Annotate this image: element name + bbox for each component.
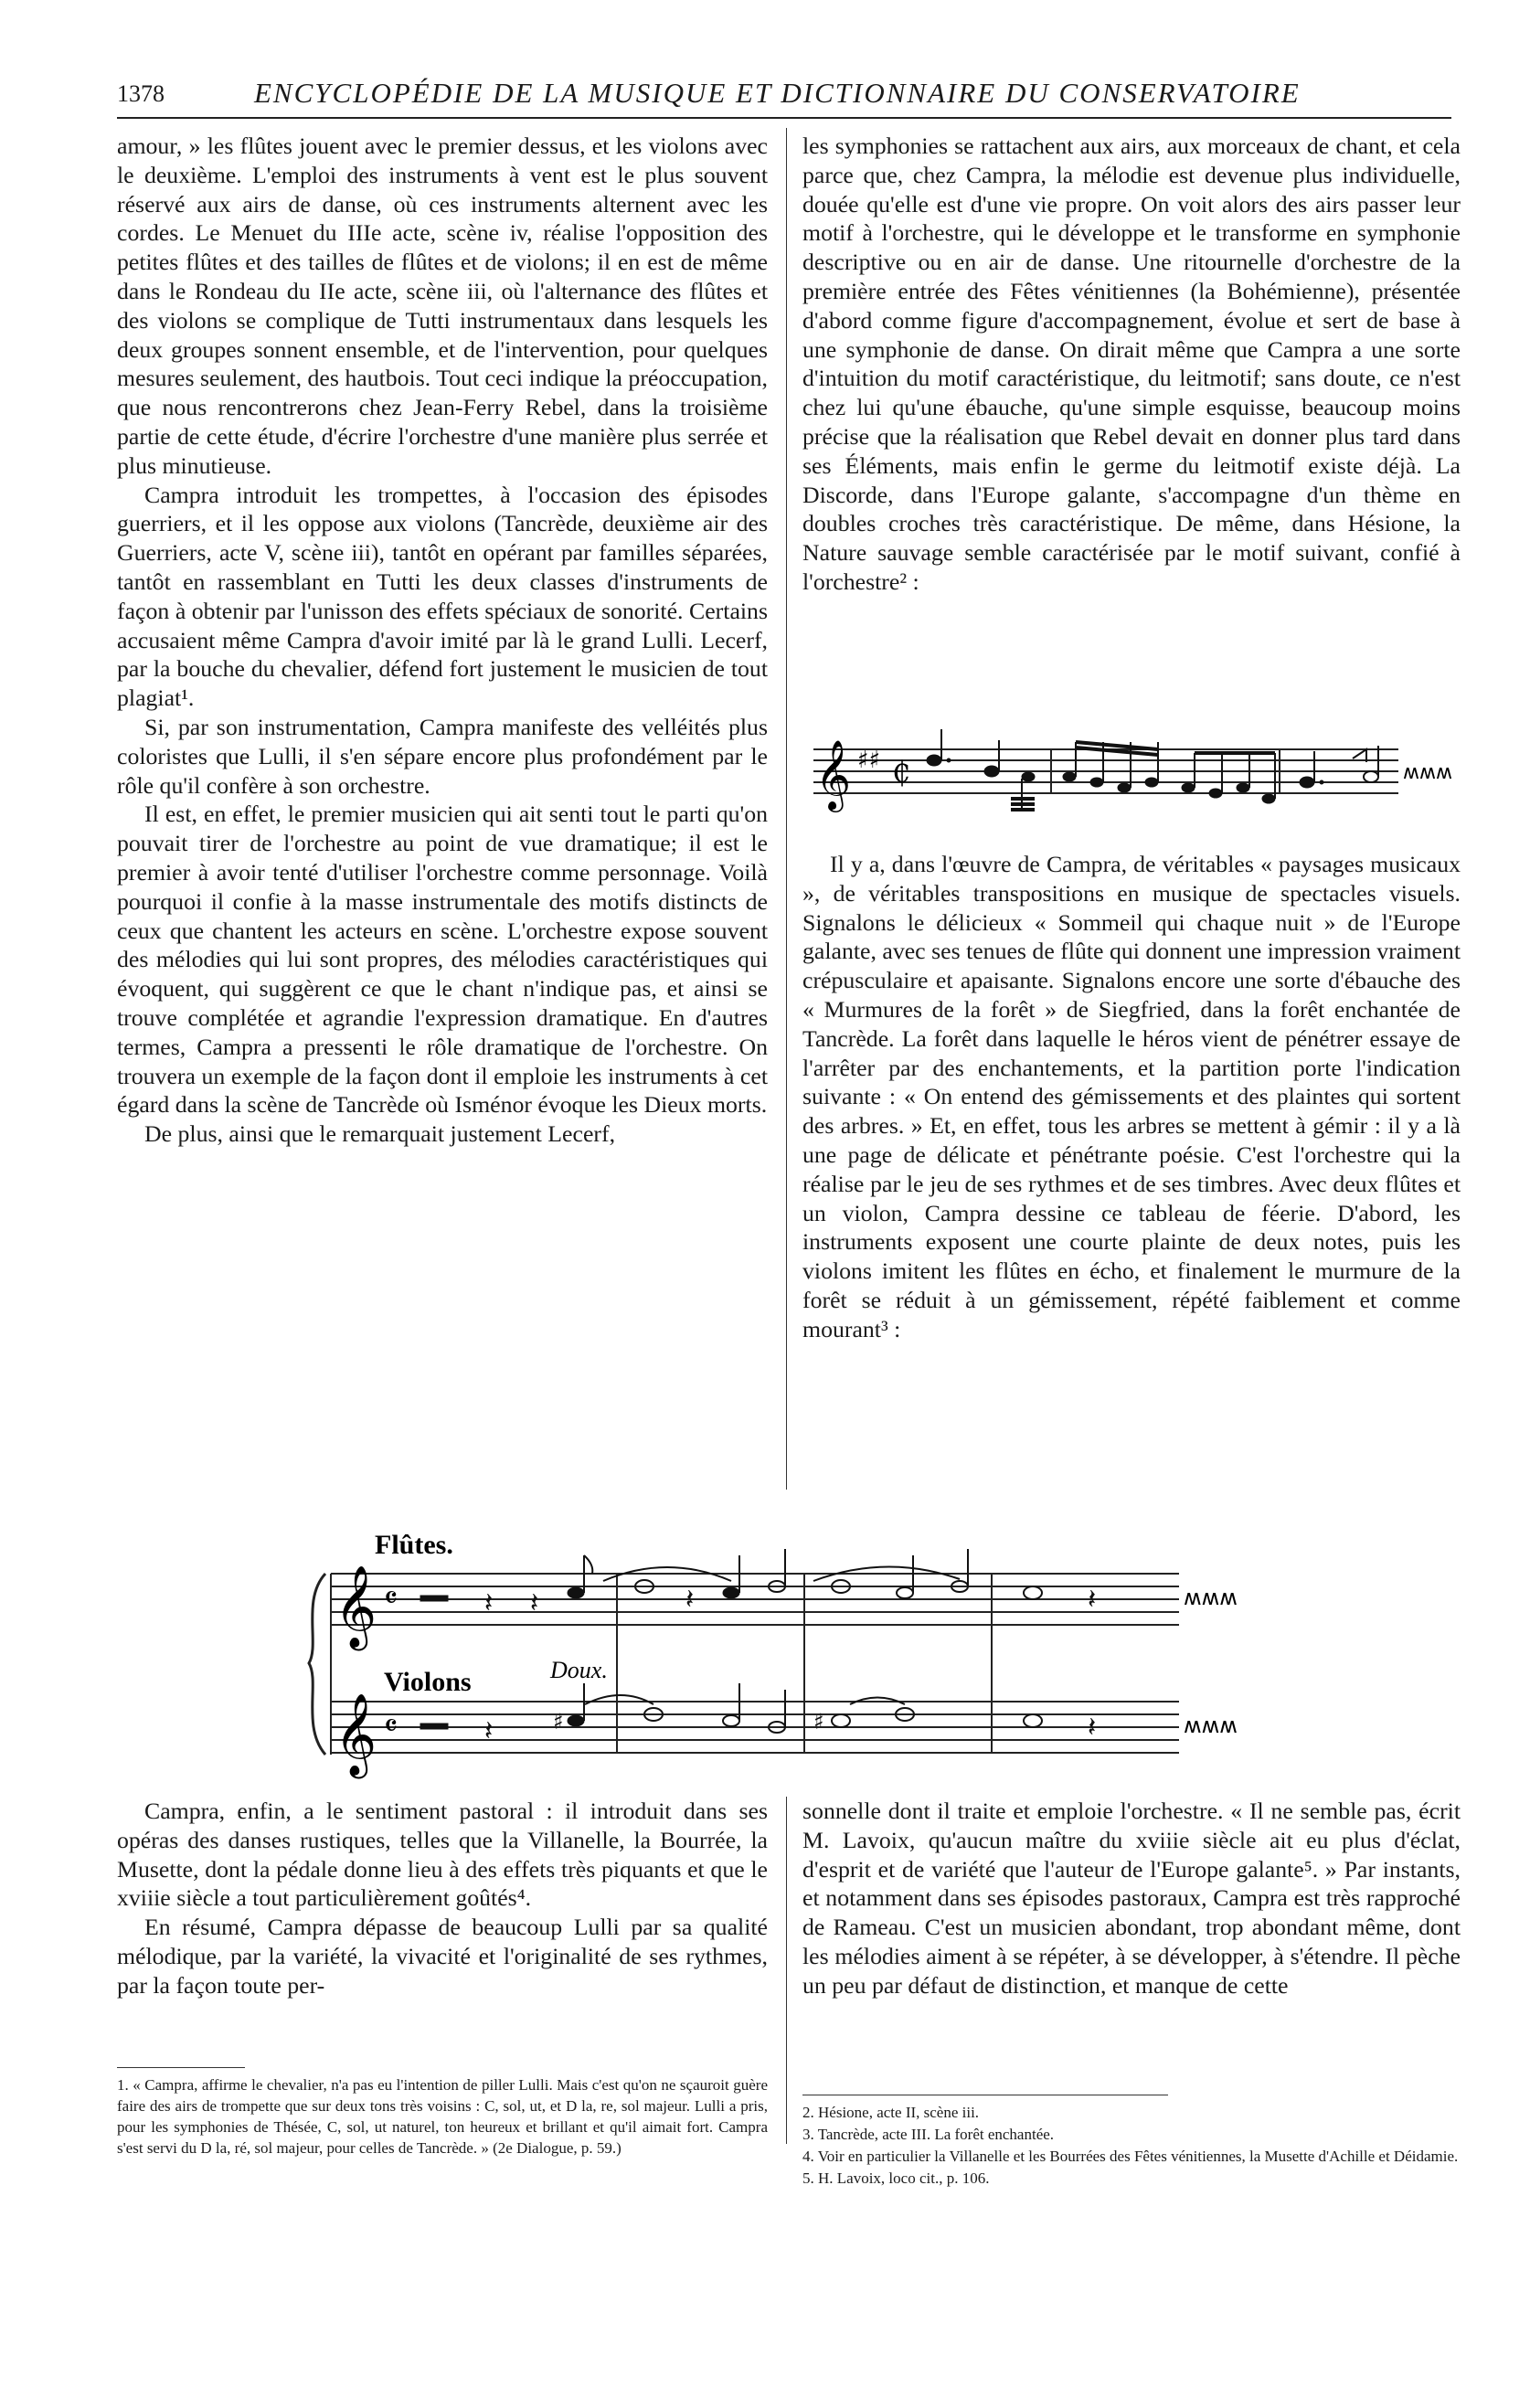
treble-clef-icon: 𝄞 <box>335 1565 377 1648</box>
footnote: 4. Voir en particulier la Villanelle et les Bourrées des Fêtes vénitiennes, la Musette d'Achille et Déidamie. <box>802 2148 1459 2165</box>
running-header <box>117 77 1451 119</box>
paragraph: Campra, enfin, a le sentiment pastoral : il introduit dans ses opéras des danses rustiques, telles que la Villanelle, la Bourrée, la Musette, dont la pédale donne lieu à des effets très piquants et que le xviiie siècle a tout particulièrement goûtés⁴. <box>117 1798 768 1912</box>
time-signature: 𝄴 <box>384 1708 398 1745</box>
music-example-hesione <box>804 722 1462 822</box>
paragraph: Si, par son instrumentation, Campra manifeste des velléités plus coloristes que Lulli, il s'en sépare encore plus profondément par le rôle qu'il confère à son orchestre. <box>117 713 768 799</box>
paragraph: Il est, en effet, le premier musicien qui ait senti tout le parti qu'on pouvait tirer de l'orchestre au point de vue dramatique; il est le premier à avoir tenté d'utiliser l'orchestre comme personnage. Voilà pourquoi il confie à la masse instrumentale des motifs distincts de ceux que chantent les acteurs en scène. L'orchestre expose souvent des mélodies qui lui sont propres, des mélodies caractéristiques qui évoquent, qui suggèrent ce que le chant n'indique pas, et ainsi se trouve complétée et agrandie l'expression dramatique. En d'autres termes, Campra a pressenti le rôle dramatique de l'orchestre. On trouvera un exemple de la façon dont il emploie les instruments à cet égard dans la scène de Tancrède où Isménor évoque les Dieux morts. <box>117 801 768 1119</box>
time-signature: ₵ <box>892 755 911 790</box>
music-example-tancrede <box>302 1517 1307 1782</box>
footnote: 1. « Campra, affirme le chevalier, n'a pas eu l'intention de piller Lulli. Mais c'est qu'on ne sçauroit guère faire des airs de trompette que sur deux tons très voisins : C, sol, ut, et D la, re, sol majeur. Lulli a pris, pour les symphonies de Thésée, C, sol, ut naturel, ton heureux et brillant et qu'il aimait fort. Campra s'est servi du D la, ré, sol majeur, pour celles de Tancrède. » (2e Dialogue, p. 59.) <box>117 2076 768 2157</box>
svg-text:𝄽: 𝄽 <box>685 1584 695 1616</box>
svg-text:𝄽: 𝄽 <box>530 1587 539 1619</box>
svg-text:𝄽: 𝄽 <box>1088 1712 1097 1744</box>
dynamic-marking: Doux. <box>550 1657 608 1683</box>
paragraph: Campra introduit les trompettes, à l'occasion des épisodes guerriers, et il les oppose aux violons (Tancrède, deuxième air des Guerriers, acte V, scène iii), tantôt en opérant par familles séparées, tantôt en rassemblant en Tutti les deux classes d'instruments de façon à obtenir par l'unisson des effets spéciaux de sonorité. Certains accusaient même Campra d'avoir imité par là le grand Lulli. Lecerf, par la bouche du chevalier, défend fort justement le musicien de tout plagiat¹. <box>117 481 768 712</box>
violons-label: Violons <box>384 1667 472 1697</box>
flutes-staff <box>331 1574 1179 1625</box>
left-column-bottom <box>117 1797 768 2000</box>
left-column <box>117 132 768 1149</box>
violons-staff <box>331 1702 1179 1753</box>
brace <box>309 1574 325 1755</box>
flutes-label: Flûtes. <box>375 1530 453 1560</box>
footnote: 3. Tancrède, acte III. La forêt enchantée. <box>802 2126 1055 2143</box>
footnote: 5. H. Lavoix, loco cit., p. 106. <box>802 2169 990 2187</box>
footnote-rule <box>117 2067 245 2068</box>
footnotes-right <box>802 2102 1461 2190</box>
squiggle-continuation: ʍʍʍ <box>1184 1713 1238 1738</box>
paragraph: amour, » les flûtes jouent avec le premier dessus, et les violons avec le deuxième. L'emploi des instruments à vent est le plus souvent réservé aux airs de danse, où ces instruments alternent avec les cordes. Le Menuet du IIIe acte, scène iv, réalise l'opposition des petites flûtes et des tailles de flûtes et de violons; il en est de même dans le Rondeau du IIe acte, scène iii, où l'alternance des flûtes et des violons se complique de Tutti instrumentaux dans lesquels les deux groupes sonnent ensemble, et de l'intervention, pour quelques mesures seulement, des hautbois. Tout ceci indique la préoccupation, que nous rencontrerons chez Jean-Ferry Rebel, dans la troisième partie de cette étude, d'écrire l'orchestre d'une manière plus serrée et plus minutieuse. <box>117 133 768 479</box>
paragraph: sonnelle dont il traite et emploie l'orchestre. « Il ne semble pas, écrit M. Lavoix, qu'aucun maître du xviiie siècle ait eu plus d'éclat, d'esprit et de variété que l'auteur de l'Europe galante⁵. » Par instants, et notamment dans ses épisodes pastoraux, Campra est très rapproché de Rameau. C'est un musicien abondant, trop abondant même, dont les mélodies aiment à se répéter, à se développer, à s'étendre. Il pèche un peu par défaut de distinction, et manque de cette <box>802 1798 1461 1999</box>
paragraph: En résumé, Campra dépasse de beaucoup Lulli par sa qualité mélodique, par la variété, la vivacité et l'originalité de ses rythmes, par la façon toute per- <box>117 1914 768 1999</box>
flute-notes <box>420 1549 1096 1619</box>
svg-text:♯: ♯ <box>813 1709 824 1734</box>
svg-text:♯: ♯ <box>553 1709 564 1734</box>
paragraph: les symphonies se rattachent aux airs, aux morceaux de chant, et cela parce que, chez Campra, la mélodie est devenue plus individuelle, douée qu'elle est d'une vie propre. On voit alors des airs passer leur motif à l'orchestre, qui le développe et le transforme en symphonie descriptive ou en air de danse. Une ritournelle d'orchestre de la première entrée des Fêtes vénitiennes (la Bohémienne), présentée d'abord comme figure d'accompagnement, évolue et sert de base à une symphonie de danse. On dirait même que Campra a une sorte d'intuition du motif caractéristique, du leitmotif; sans doute, ce n'est chez lui qu'une ébauche, qu'une simple esquisse, beaucoup moins précise que la réalisation que Rebel devait en donner plus tard dans ses Éléments, mais enfin le germe du leitmotif existe déjà. La Discorde, dans l'Europe galante, s'accompagne d'un thème en doubles croches très caractéristique. De même, dans Hésione, la Nature sauvage semble caractérisée par le motif suivant, confié à l'orchestre² : <box>802 133 1461 595</box>
treble-clef-icon: 𝄞 <box>335 1693 377 1776</box>
squiggle-continuation: ʍʍʍ <box>1403 761 1452 784</box>
svg-text:𝄽: 𝄽 <box>484 1587 494 1619</box>
time-signature: 𝄴 <box>384 1580 398 1617</box>
page-number: 1378 <box>117 80 165 107</box>
squiggle-continuation: ʍʍʍ <box>1184 1585 1238 1610</box>
key-signature: ♯♯ <box>857 747 881 774</box>
paragraph: De plus, ainsi que le remarquait justement Lecerf, <box>144 1120 616 1148</box>
footnotes-left <box>117 2074 768 2159</box>
right-column-bottom <box>802 1797 1461 2000</box>
column-rule <box>786 128 787 1490</box>
svg-text:𝄽: 𝄽 <box>484 1715 494 1747</box>
paragraph: Il y a, dans l'œuvre de Campra, de véritables « paysages musicaux », de véritables transpositions en musique de spectacles visuels. Signalons le délicieux « Sommeil qui chaque nuit » de l'Europe galante, avec ses tenues de flûte qui donnent une impression vraiment crépusculaire et apaisante. Signalons encore une sorte d'ébauche des « Murmures de la forêt » de Siegfried, dans la forêt enchantée de Tancrède. La forêt dans laquelle le héros vient de pénétrer essaye de l'arrêter par des enchantements, et la partition porte l'indication suivante : « On entend des gémissements et des plaintes qui sortent des arbres. » Et, en effet, tous les arbres se mettent à gémir : il y a là une page de délicate et pénétrante poésie. C'est l'orchestre qui la réalise par le jeu de ses rythmes et de ses timbres. Avec deux flûtes et un violon, Campra dessine ce tableau de féerie. D'abord, les instruments exposent une courte plainte de deux notes, puis les violons imitent les flûtes en écho, et finalement le murmure de la forêt se réduit à un gémissement, répété faiblement et comme mourant³ : <box>802 851 1461 1342</box>
footnote: 2. Hésione, acte II, scène iii. <box>802 2104 980 2121</box>
treble-clef-icon: 𝄞 <box>815 739 852 810</box>
running-title: ENCYCLOPÉDIE DE LA MUSIQUE ET DICTIONNAIRE DU CONSERVATOIRE <box>254 77 1301 109</box>
right-column-middle <box>802 850 1461 1344</box>
column-rule-lower <box>786 1797 787 2144</box>
svg-text:𝄽: 𝄽 <box>1088 1584 1097 1616</box>
right-column-top <box>802 132 1461 597</box>
